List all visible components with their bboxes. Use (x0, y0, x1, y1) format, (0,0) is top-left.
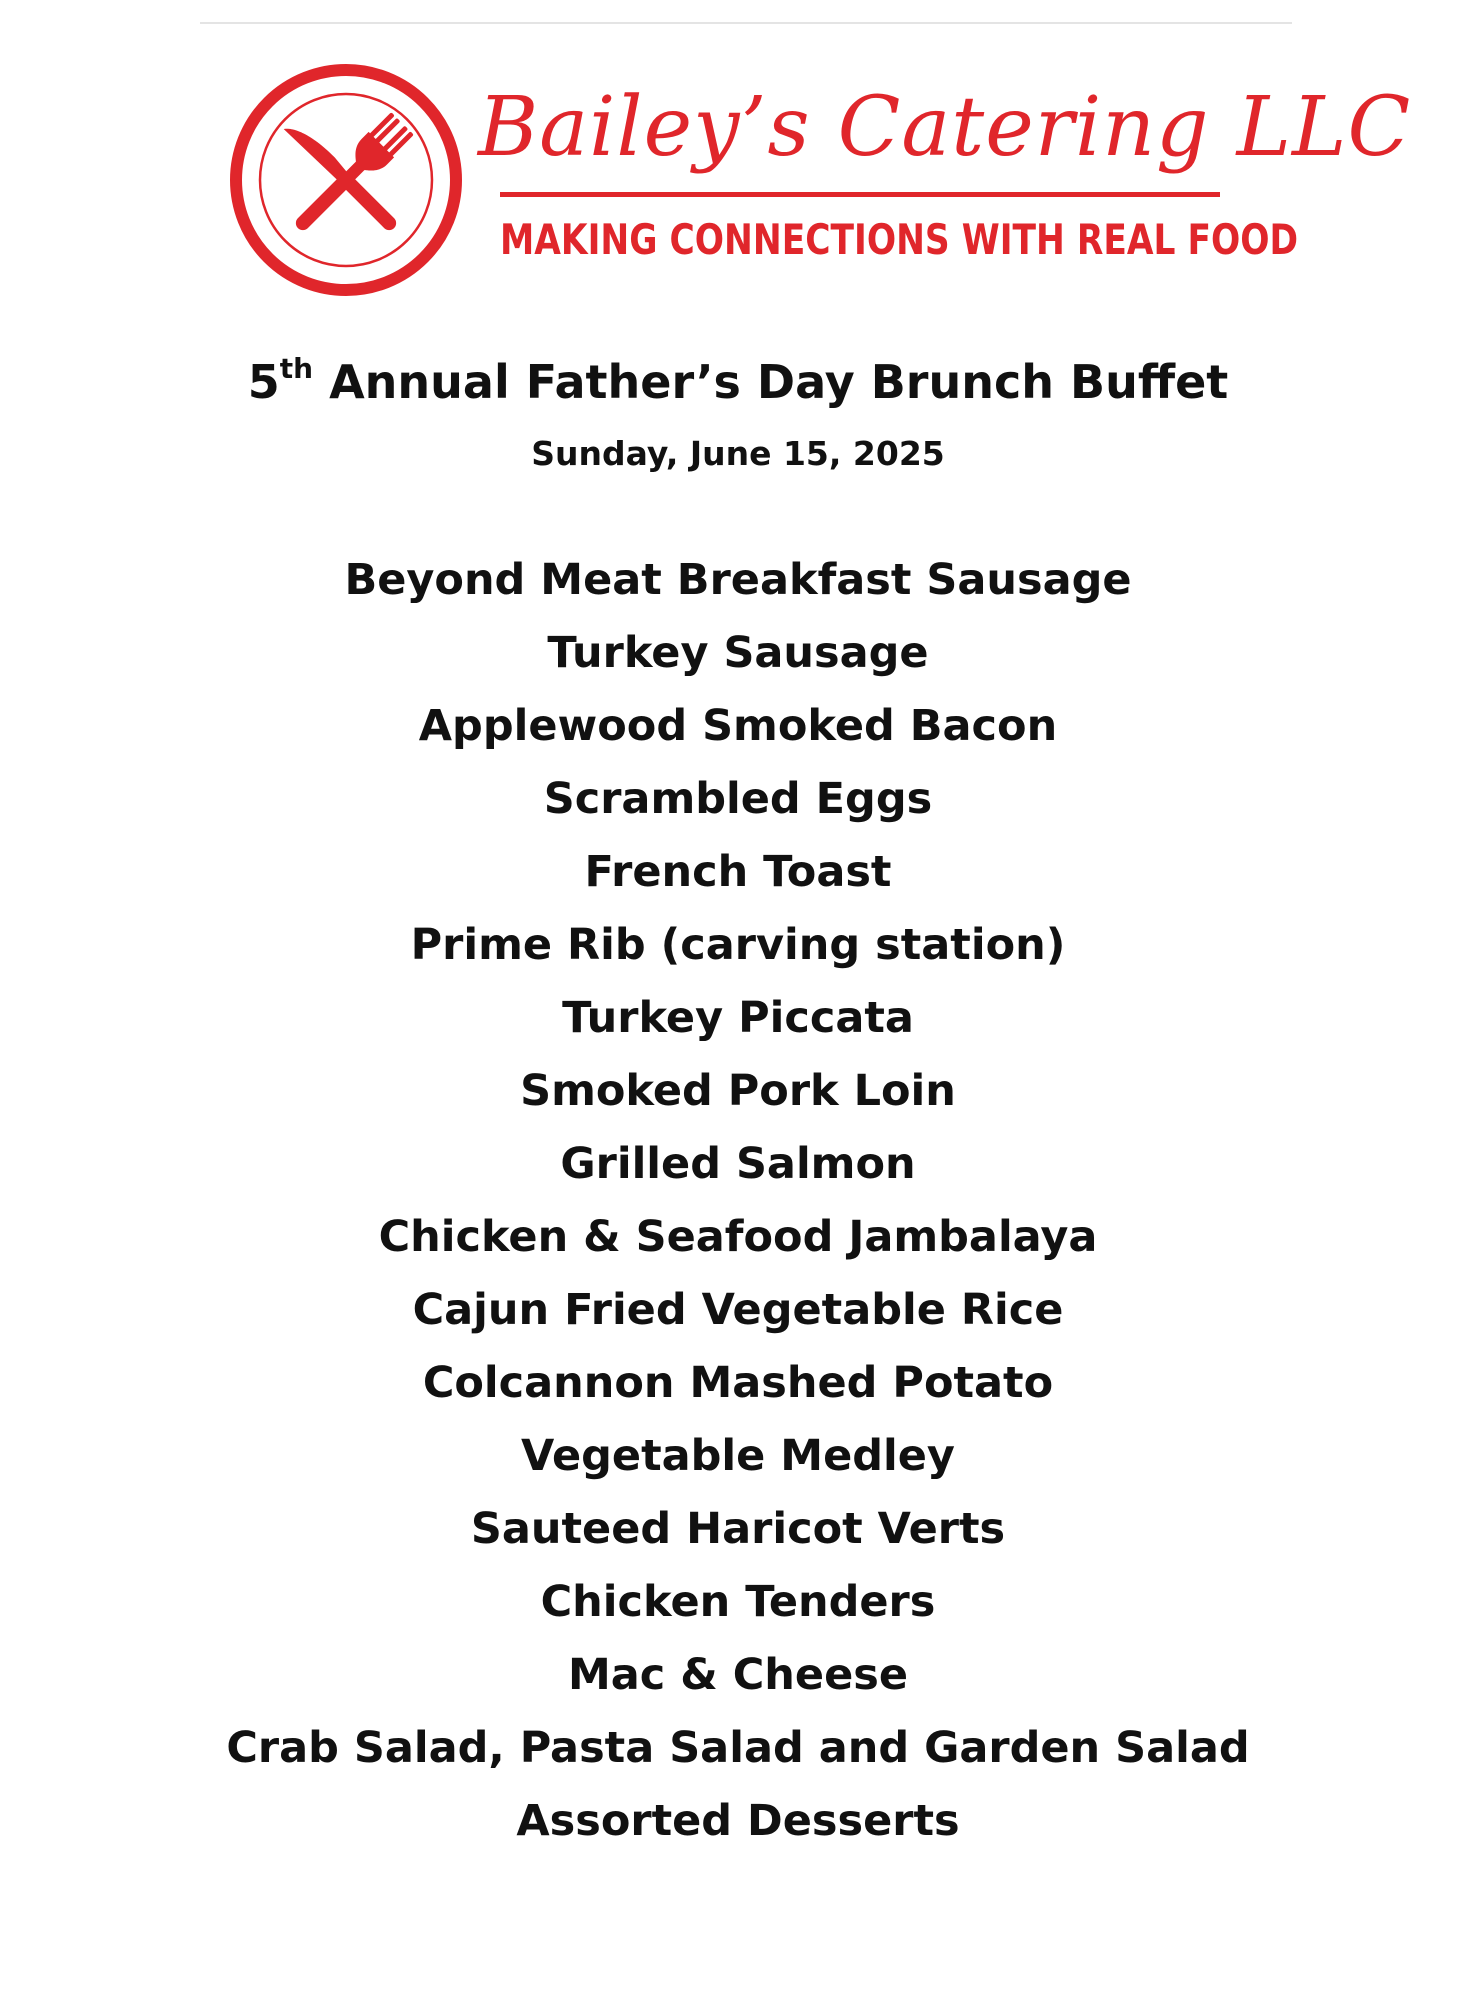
menu-item: Mac & Cheese (568, 1650, 908, 1700)
title-ordinal-number: 5 (247, 355, 280, 409)
menu-item: Beyond Meat Breakfast Sausage (344, 555, 1132, 605)
event-date: Sunday, June 15, 2025 (531, 434, 945, 473)
brand-tagline: MAKING CONNECTIONS WITH REAL FOOD (500, 215, 1299, 264)
menu-item: Turkey Piccata (562, 993, 914, 1043)
title-rest: Annual Father’s Day Brunch Buffet (313, 355, 1229, 409)
top-divider (200, 22, 1292, 24)
brand-underline (500, 192, 1220, 197)
menu-item: French Toast (584, 847, 892, 897)
menu-item: Sauteed Haricot Verts (470, 1504, 1006, 1554)
title-ordinal-suffix: th (279, 352, 314, 385)
menu-item: Assorted Desserts (516, 1796, 960, 1846)
menu-item: Prime Rib (carving station) (410, 920, 1066, 970)
menu-item: Chicken & Seafood Jambalaya (378, 1212, 1098, 1262)
menu-item: Applewood Smoked Bacon (418, 701, 1058, 751)
menu-item: Grilled Salmon (560, 1139, 916, 1189)
menu-item: Turkey Sausage (547, 628, 929, 678)
menu-item: Scrambled Eggs (543, 774, 933, 824)
plate-fork-knife-icon (226, 60, 466, 300)
event-title (0, 352, 1476, 412)
menu-item: Colcannon Mashed Potato (422, 1358, 1054, 1408)
menu-item: Chicken Tenders (540, 1577, 936, 1627)
menu-list (0, 544, 1476, 1858)
menu-item: Vegetable Medley (521, 1431, 955, 1481)
menu-item: Smoked Pork Loin (520, 1066, 956, 1116)
brand-name: Bailey’s Catering LLC (478, 80, 1412, 175)
menu-item: Cajun Fried Vegetable Rice (412, 1285, 1064, 1335)
menu-item: Crab Salad, Pasta Salad and Garden Salad (226, 1723, 1250, 1773)
